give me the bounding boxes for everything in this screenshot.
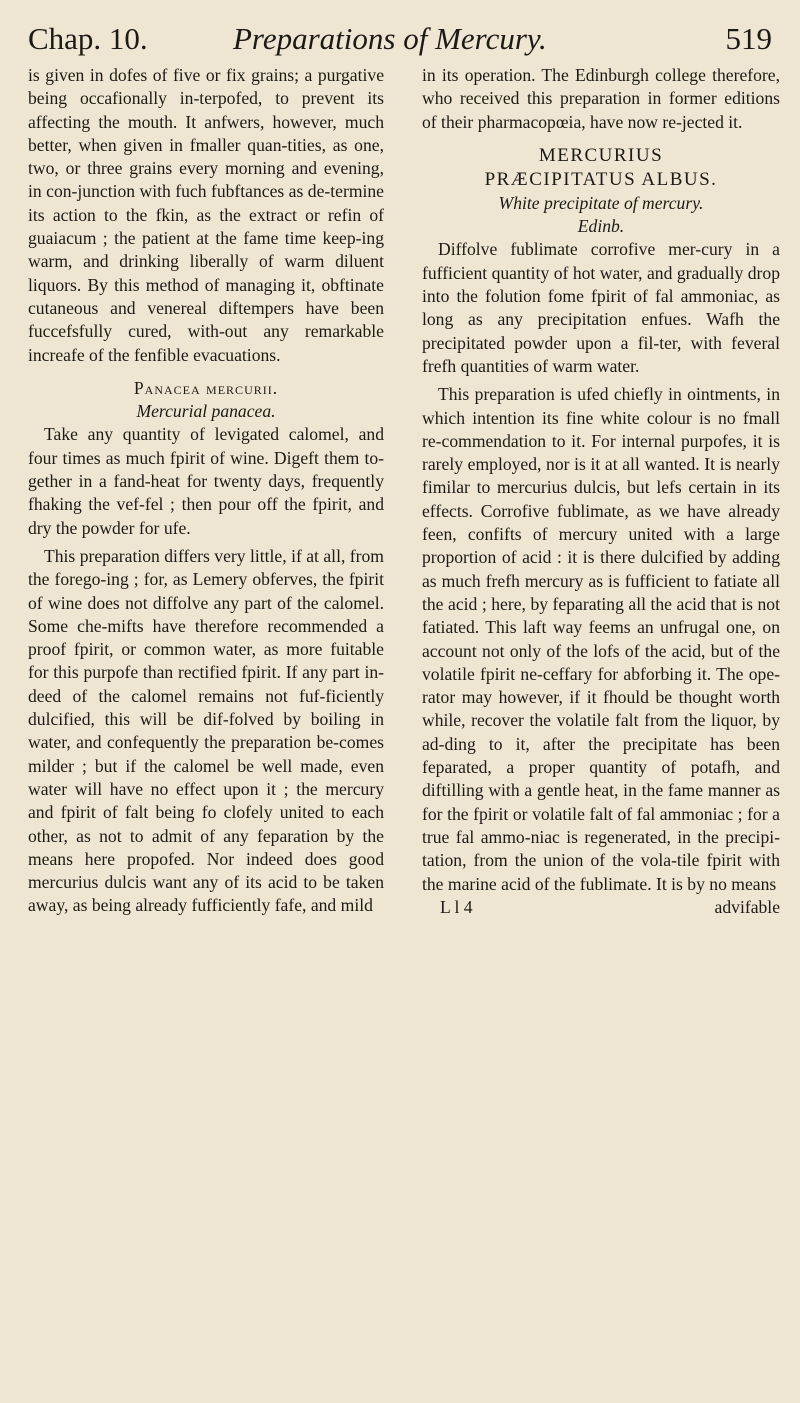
page-footer: [422, 896, 780, 919]
signature-mark: L l 4: [440, 896, 473, 917]
paragraph: is given in dofes of five or fix grains; a purgative being occafionally in-terpofed, to prevent its affecting the mouth. It anfwers, however, much better, when given in fmaller quan-tities, as one, two, or three grains every morning and evening, in con-junction with fuch fubftances as de-termine its action to the fkin, as the extract or refin of guaiacum ; the patient at the fame time keep-ing warm, and drinking liberally of warm diluent liquors. By this method of managing it, obftinate cutaneous and venereal diftempers have been fuccefsfully cured, with-out any remarkable increafe of the fenfible evacuations.: [28, 65, 384, 365]
running-head: [28, 14, 772, 64]
chapter-label: Chap. 10.: [28, 21, 148, 56]
section-heading: MERCURIUS: [538, 144, 664, 166]
recipe-paragraph: Take any quantity of levigated calomel, and four times as much fpirit of wine. Digeft them to-gether in a fand-heat for twenty days, frequently fhaking the vef-fel ; then pour off the fpirit, and dry the powder for ufe.: [28, 424, 384, 538]
section-heading-line-2: PRÆCIPITATUS ALBUS.: [484, 168, 718, 190]
page-number: 519: [725, 21, 772, 56]
section-subheading: White precipitate of mercury.: [498, 192, 704, 213]
page-title: Preparations of Mercury.: [233, 21, 547, 56]
left-column: [28, 64, 384, 918]
paragraph: This preparation differs very little, if at all, from the forego-ing ; for, as Lemery obferves, the fpirit of wine does not diffolve any part of the calomel. Some che-mifts have therefore recommended a proof fpirit, or common water, as more fuitable for this purpofe than rectified fpirit. If any part in-deed of the calomel remains not fuf-ficiently dulcified, this will be dif-folved by boiling in water, and confequently the preparation be-comes milder ; but if the calomel be well made, even water will have no effect upon it ; the mercury and fpirit of falt being fo clofely united to each other, as not to admit of any feparation by the means here propofed. Nor indeed does good mercurius dulcis want any of its acid to be taken away, as being already fufficiently fafe, and mild: [28, 545, 384, 916]
recipe-paragraph: Diffolve fublimate corrofive mer-cury in a fufficient quantity of hot water, and gradually drop into the folution fome fpirit of fal ammoniac, as long as any precipitation enfues. Wafh the precipitated powder upon a fil-ter, with feveral frefh quantities of warm water.: [422, 239, 780, 376]
section-subheading: Mercurial panacea.: [136, 401, 276, 422]
catchword: advifable: [714, 896, 780, 917]
section-heading: Panacea mercurii.: [133, 377, 279, 398]
right-column: [422, 64, 780, 919]
paragraph: This preparation is ufed chiefly in ointments, in which intention its fine white colour is no fmall re-commendation to it. For internal purpofes, it is rarely employed, nor is it at all wanted. It is nearly fimilar to mercurius dulcis, but lefs certain in its effects. Corrofive fublimate, as we have already feen, confifts of mercury united with a large proportion of acid : it is there dulcified by adding as much frefh mercury as is fufficient to fatiate all the acid ; here, by feparating all the acid that is not fatiated. This laft way feems an unfrugal one, on account not only of the lofs of the acid, but of the volatile fpirit ne-ceffary for abforbing it. The ope-rator may however, if it fhould be thought worth while, recover the volatile falt from the liquor, by ad-ding to it, after the precipitate has been feparated, a proper quantity of potafh, and diftilling with a gentle heat, in the fame manner as for the fpirit or volatile falt of fal ammoniac ; for a true fal ammo-niac is regenerated, in the precipi-tation, from the union of the vola-tile fpirit with the marine acid of the fublimate. It is by no means: [422, 384, 780, 894]
paragraph: in its operation. The Edinburgh college therefore, who received this preparation in former editions of their pharmacopœia, have now re-jected it.: [422, 65, 780, 132]
source-label: Edinb.: [577, 216, 625, 237]
